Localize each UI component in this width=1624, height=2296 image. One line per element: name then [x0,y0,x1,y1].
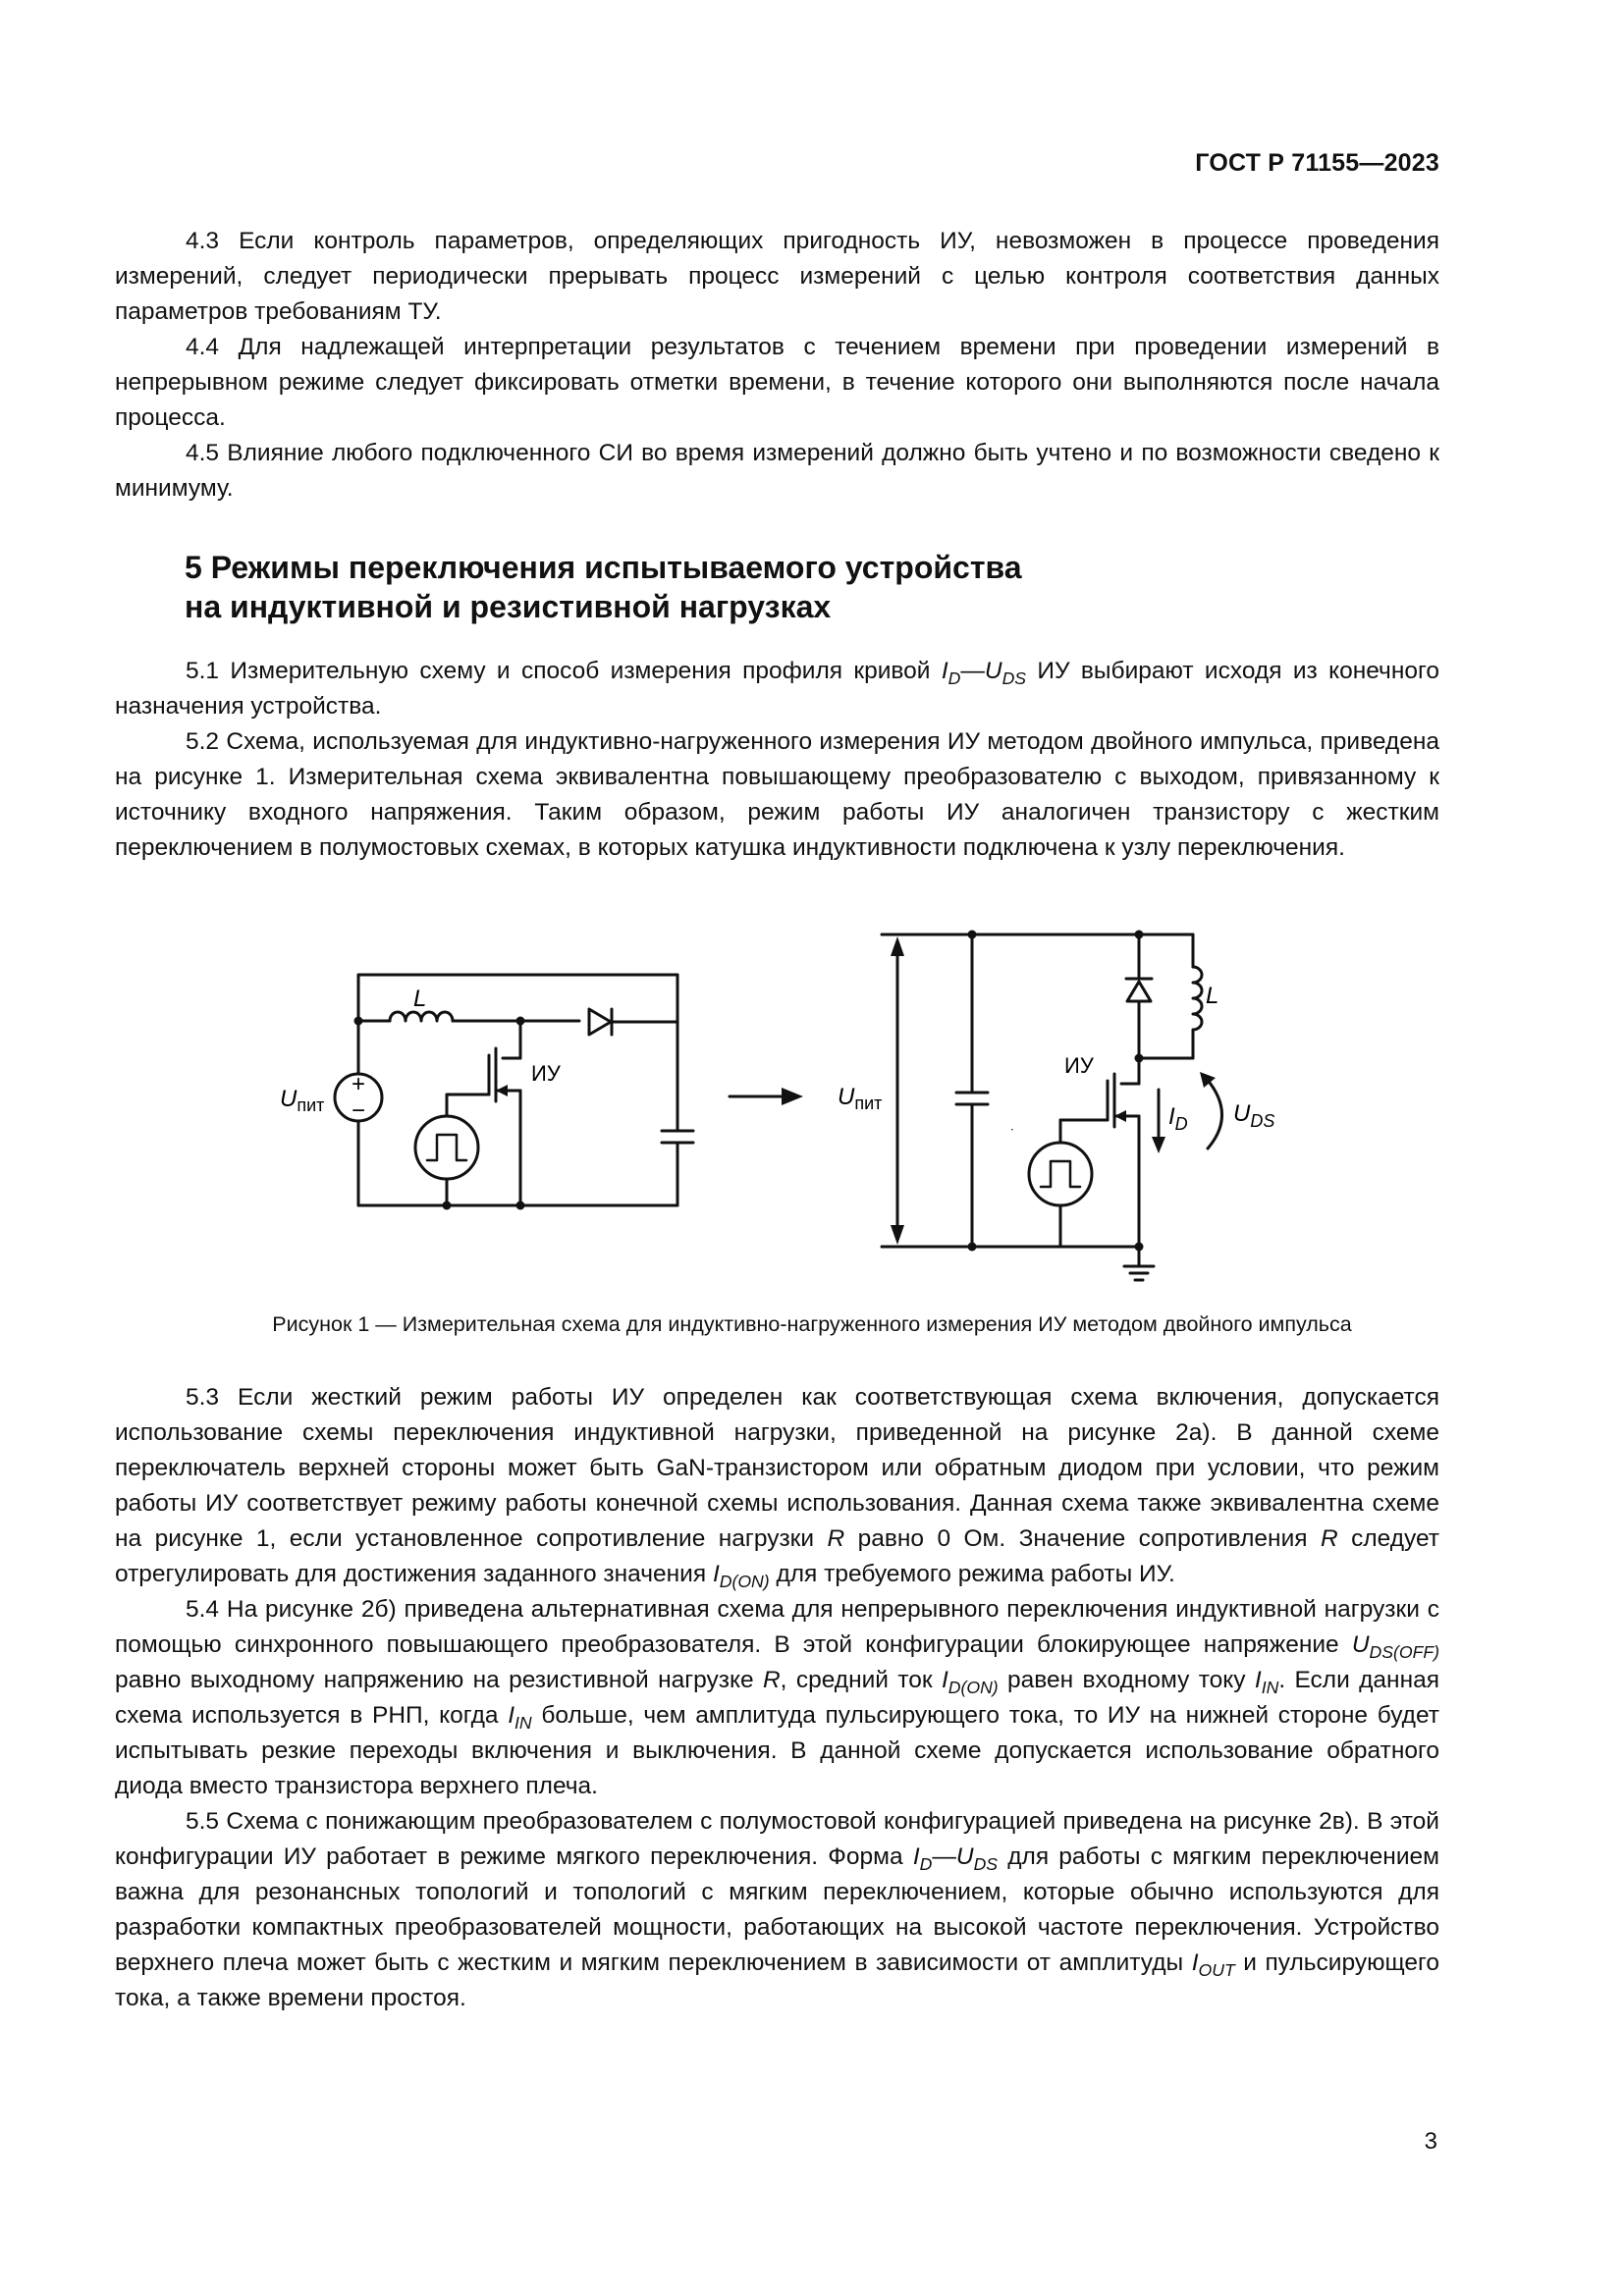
left-pulse-generator [415,1116,478,1179]
left-dut-label: ИУ [531,1061,561,1086]
paragraph-4-5: 4.5 Влияние любого подключенного СИ во время измерений должно быть учтено и по возможности сведено к минимуму. [115,440,1439,502]
paragraph-4-4: 4.4 Для надлежащей интерпретации результатов с течением времени при проведении измерений в непрерывном режиме следует фиксировать отметки времени, в течение которого они выполняются после начала процесса. [115,334,1439,431]
left-source-plus: + [351,1071,366,1097]
paragraph-5-3: 5.3 Если жесткий режим работы ИУ определен как соответствующая схема включения, допускается использование схемы переключения индуктивной нагрузки, приведенной на рисунке 2а). В данной схеме переключатель верхней стороны может быть GaN-транзистором или обратным диодом при условии, что режим работы ИУ соответствует режиму работы конечной схемы использования. Данная схема также эквивалентна схеме на рисунке 1, если установленное сопротивление нагрузки R равно 0 Ом. Значение сопротивления R следует отрегулировать для достижения заданного значения $I_{D(ON)}$ для требуемого режима работы ИУ. [115,1384,1440,1592]
paragraph-5-1: 5.1 Измерительную схему и способ измерения профиля кривой $I_D—U_{DS}$ ИУ выбирают исходя из конечного назначения устройства. [115,658,1440,720]
figure-1-caption: Рисунок 1 — Измерительная схема для индуктивно-нагруженного измерения ИУ методом двойного импульса [272,1312,1352,1336]
right-upit-label: $U_{пит}$ [838,1084,883,1113]
page-number: 3 [1424,2128,1437,2155]
right-pulse-generator [1029,1143,1092,1205]
right-inductor-label: L [1206,983,1219,1009]
section-5-body [115,1380,1439,2016]
id-label: $I_D$ [1168,1103,1188,1134]
right-inductor-coil [1193,967,1202,1030]
section-title-line2: на индуктивной и резистивной нагрузках [185,589,832,624]
section-title-line1: 5 Режимы переключения испытываемого устройства [185,550,1022,585]
right-diode [1127,982,1151,1001]
document-header-id: ГОСТ Р 71155—2023 [1195,149,1439,177]
uds-voltage-arrow [1206,1078,1222,1148]
left-source-minus: − [351,1097,366,1124]
left-inductor-coil [390,1012,453,1021]
paragraph-5-2: 5.2 Схема, используемая для индуктивно-нагруженного измерения ИУ методом двойного импульса, приведена на рисунке 1. Измерительная схема эквивалентна повышающему преобразователю с выходом, привязанному к источнику входного напряжения. Таким образом, режим работы ИУ аналогичен транзистору с жестким переключением в полумостовых схемах, в которых катушка индуктивности подключена к узлу переключения. [115,728,1439,861]
right-dut-label: ИУ [1064,1053,1094,1078]
paragraph-5-5: 5.5 Схема с понижающим преобразователем с полумостовой конфигурацией приведена на рисунке 2в). В этой конфигурации ИУ работает в режиме мягкого переключения. Форма $I_D—U_{DS}$ для работы с мягким переключением важна для резонансных топологий и топологий с мягким переключением, которые обычно используются для разработки компактных преобразователей мощности, работающих на высокой частоте переключения. Устройство верхнего плеча может быть с жестким и мягким переключением в зависимости от амплитуды $I_{OUT}$ и пульсирующего тока, а также времени простоя. [115,1808,1439,2011]
left-upit-label: $U_{пит}$ [280,1086,325,1115]
paragraph-5-4: 5.4 На рисунке 2б) приведена альтернативная схема для непрерывного переключения индуктивной нагрузки с помощью синхронного повышающего преобразователя. В этой конфигурации блокирующее напряжение $U_{DS(OFF)}$ равно выходному напряжению на резистивной нагрузке R, средний ток $I_{D(ON)}$ равен входному току $I_{IN}$. Если данная схема используется в РНП, когда $I_{IN}$ больше, чем амплитуда пульсирующего тока, то ИУ на нижней стороне будет испытывать резкие переходы включения и выключения. В данной схеме допускается использование обратного диода вместо транзистора верхнего плеча. [115,1596,1440,1799]
left-diode [589,1009,611,1035]
paragraph-4-3: 4.3 Если контроль параметров, определяющих пригодность ИУ, невозможен в процессе проведения измерений, следует периодически прерывать процесс измерений с целью контроля соответствия данных параметров требованиям ТУ. [115,228,1439,325]
uds-label: $U_{DS}$ [1233,1100,1275,1131]
left-inductor-label: L [413,986,427,1012]
